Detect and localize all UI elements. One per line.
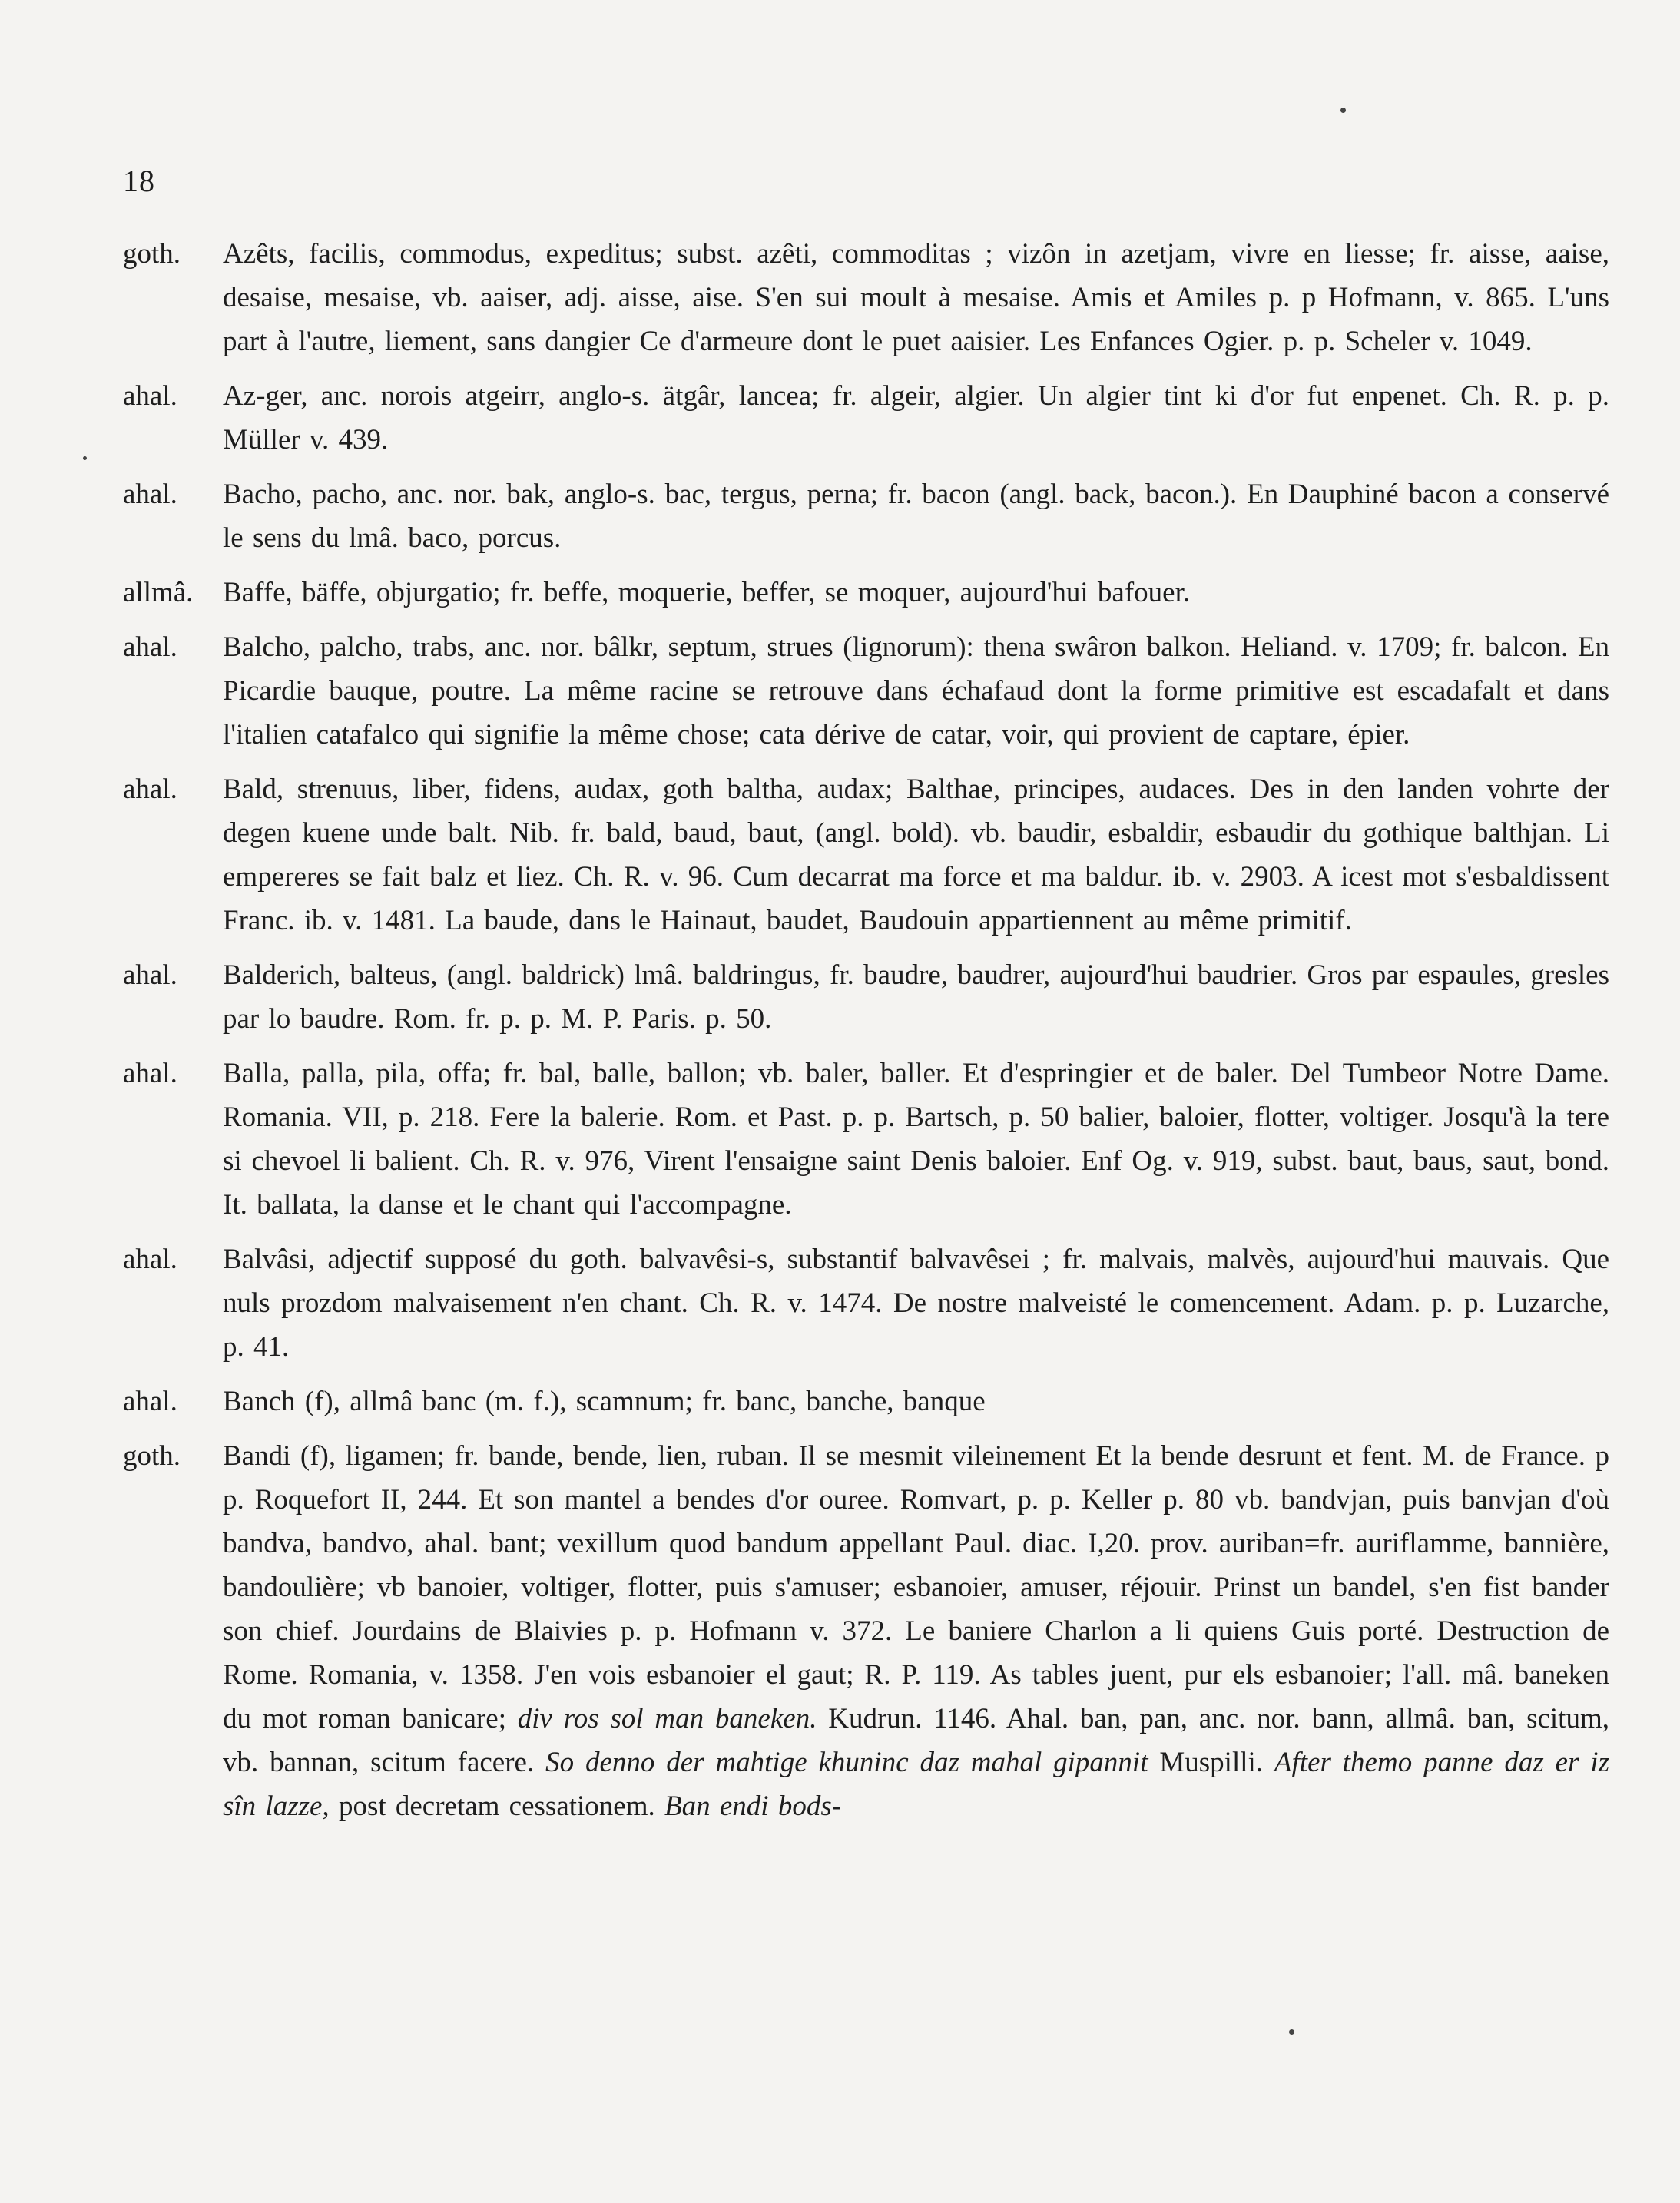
entry-text: Balla, palla, pila, offa; fr. bal, balle, ballon; vb. baler, baller. Et d'espringier et de baler. Del Tumbeor Notre Dame. Romania. VII, p. 218. Fere la balerie. Rom. et Past. p. p. Bartsch, p. 50 balier, baloier, flotter, voltiger. Josqu'à la tere si chevoel li balient. Ch. R. v. 976, Virent l'ensaigne saint Denis baloier. Enf Og. v. 919, subst. baut, baus, saut, bond. It. ballata, la danse et le chant qui l'accompagne. xyxy=(223,1058,1609,1221)
glossary-entry xyxy=(123,953,1609,1041)
glossary-entry xyxy=(123,374,1609,462)
print-speck xyxy=(1289,2029,1294,2035)
glossary-entry xyxy=(123,1237,1609,1369)
entry-text-segment: post decretam cessationem. xyxy=(338,1791,655,1822)
entry-text: Bacho, pacho, anc. nor. bak, anglo-s. bac, tergus, perna; fr. bacon (angl. back, bacon.). En Dauphiné bacon a conservé le sens du lmâ. baco, porcus. xyxy=(223,479,1609,554)
entry-text xyxy=(223,1434,1609,1828)
entry-text-segment: Bandi (f), ligamen; fr. bande, bende, lien, ruban. Il se mesmit vileinement Et la bende desrunt et fent. M. de France. p p. Roquefort II, 244. Et son mantel a bendes d'or ouree. Romvart, p. p. Keller p. 80 vb. bandvjan, puis banvjan d'où bandva, bandvo, ahal. bant; vexillum quod bandum appellant Paul. diac. I,20. prov. auriban=fr. auriflamme, bannière, bandoulière; vb banoier, voltiger, flotter, puis s'amuser; esbanoier, amuser, réjouir. Prinst un bandel, s'en fist bander son chief. Jourdains de Blaivies p. p. Hofmann v. 372. Le baniere Charlon a li quiens Guis porté. Destruction de Rome. Romania, v. 1358. J'en vois esbanoier el gaut; R. P. 119. As tables juent, pur els esbanoier; l'all. mâ. baneken du mot roman banicare; xyxy=(223,1440,1609,1734)
entry-language: ahal. xyxy=(123,1244,177,1275)
print-speck xyxy=(83,456,87,460)
entry-language: allmâ. xyxy=(123,577,194,608)
entry-quotation: So denno der mahtige khuninc daz mahal gipannit xyxy=(545,1747,1148,1778)
glossary-entry xyxy=(123,472,1609,560)
entry-language: ahal. xyxy=(123,631,177,663)
entry-text: Balcho, palcho, trabs, anc. nor. bâlkr, septum, strues (lignorum): thena swâron balkon. Heliand. v. 1709; fr. balcon. En Picardie bauque, poutre. La même racine se retrouve dans échafaud dont la forme primitive est escadafalt et dans l'italien catafalco qui signifie la même chose; cata dérive de catar, voir, qui provient de captare, épier. xyxy=(223,631,1609,750)
entry-quotation: After themo panne daz er iz sîn lazze, xyxy=(223,1747,1610,1822)
glossary-entry xyxy=(123,232,1609,363)
entry-language: ahal. xyxy=(123,380,177,412)
glossary-entry xyxy=(123,571,1609,615)
glossary-entry xyxy=(123,1380,1609,1423)
entry-text: Azêts, facilis, commodus, expeditus; subst. azêti, commoditas ; vizôn in azetjam, vivre en liesse; fr. aisse, aaise, desaise, mesaise, vb. aaiser, adj. aisse, aise. S'en sui moult à mesaise. Amis et Amiles p. p Hofmann, v. 865. L'uns part à l'autre, liement, sans dangier Ce d'armeure dont le puet aaisier. Les Enfances Ogier. p. p. Scheler v. 1049. xyxy=(223,238,1609,357)
glossary-entry xyxy=(123,1434,1609,1828)
entry-language: goth. xyxy=(123,238,181,270)
entry-language: goth. xyxy=(123,1440,181,1472)
entry-text: Bald, strenuus, liber, fidens, audax, goth baltha, audax; Balthae, principes, audaces. Des in den landen vohrte der degen kuene unde balt. Nib. fr. bald, baud, baut, (angl. bold). vb. baudir, esbaldir, esbaudir du gothique balthjan. Li empereres se fait balz et liez. Ch. R. v. 96. Cum decarrat ma force et ma baldur. ib. v. 2903. A icest mot s'esbaldissent Franc. ib. v. 1481. La baude, dans le Hainaut, baudet, Baudouin appartiennent au même primitif. xyxy=(223,774,1609,936)
entry-language: ahal. xyxy=(123,959,177,991)
glossary-entry xyxy=(123,625,1609,757)
entry-text-segment: Muspilli. xyxy=(1159,1747,1264,1778)
glossary-entry xyxy=(123,1052,1609,1227)
glossary-entry xyxy=(123,767,1609,942)
glossary-entries xyxy=(123,232,1609,1839)
entry-quotation: Ban endi bods- xyxy=(664,1791,842,1822)
entry-language: ahal. xyxy=(123,774,177,805)
entry-text-segment: Kudrun. 1146. Ahal. ban, pan, anc. nor. bann, allmâ. ban, scitum, vb. bannan, scitum facere. xyxy=(223,1703,1609,1778)
entry-language: ahal. xyxy=(123,1058,177,1089)
entry-quotation: div ros sol man baneken. xyxy=(517,1703,817,1734)
entry-language: ahal. xyxy=(123,1386,177,1417)
entry-language: ahal. xyxy=(123,479,177,510)
page-number: 18 xyxy=(123,164,155,198)
entry-text: Az-ger, anc. norois atgeirr, anglo-s. ätgâr, lancea; fr. algeir, algier. Un algier tint ki d'or fut enpenet. Ch. R. p. p. Müller v. 439. xyxy=(223,380,1609,456)
entry-text: Baffe, bäffe, objurgatio; fr. beffe, moquerie, beffer, se moquer, aujourd'hui bafouer. xyxy=(223,577,1191,608)
print-speck xyxy=(1340,108,1346,113)
entry-text: Balvâsi, adjectif supposé du goth. balvavêsi-s, substantif balvavêsei ; fr. malvais, malvès, aujourd'hui mauvais. Que nuls prozdom malvaisement n'en chant. Ch. R. v. 1474. De nostre malveisté le comencement. Adam. p. p. Luzarche, p. 41. xyxy=(223,1244,1609,1363)
entry-text: Balderich, balteus, (angl. baldrick) lmâ. baldringus, fr. baudre, baudrer, aujourd'hui baudrier. Gros par espaules, gresles par lo baudre. Rom. fr. p. p. M. P. Paris. p. 50. xyxy=(223,959,1609,1035)
entry-text: Banch (f), allmâ banc (m. f.), scamnum; fr. banc, banche, banque xyxy=(223,1386,986,1417)
